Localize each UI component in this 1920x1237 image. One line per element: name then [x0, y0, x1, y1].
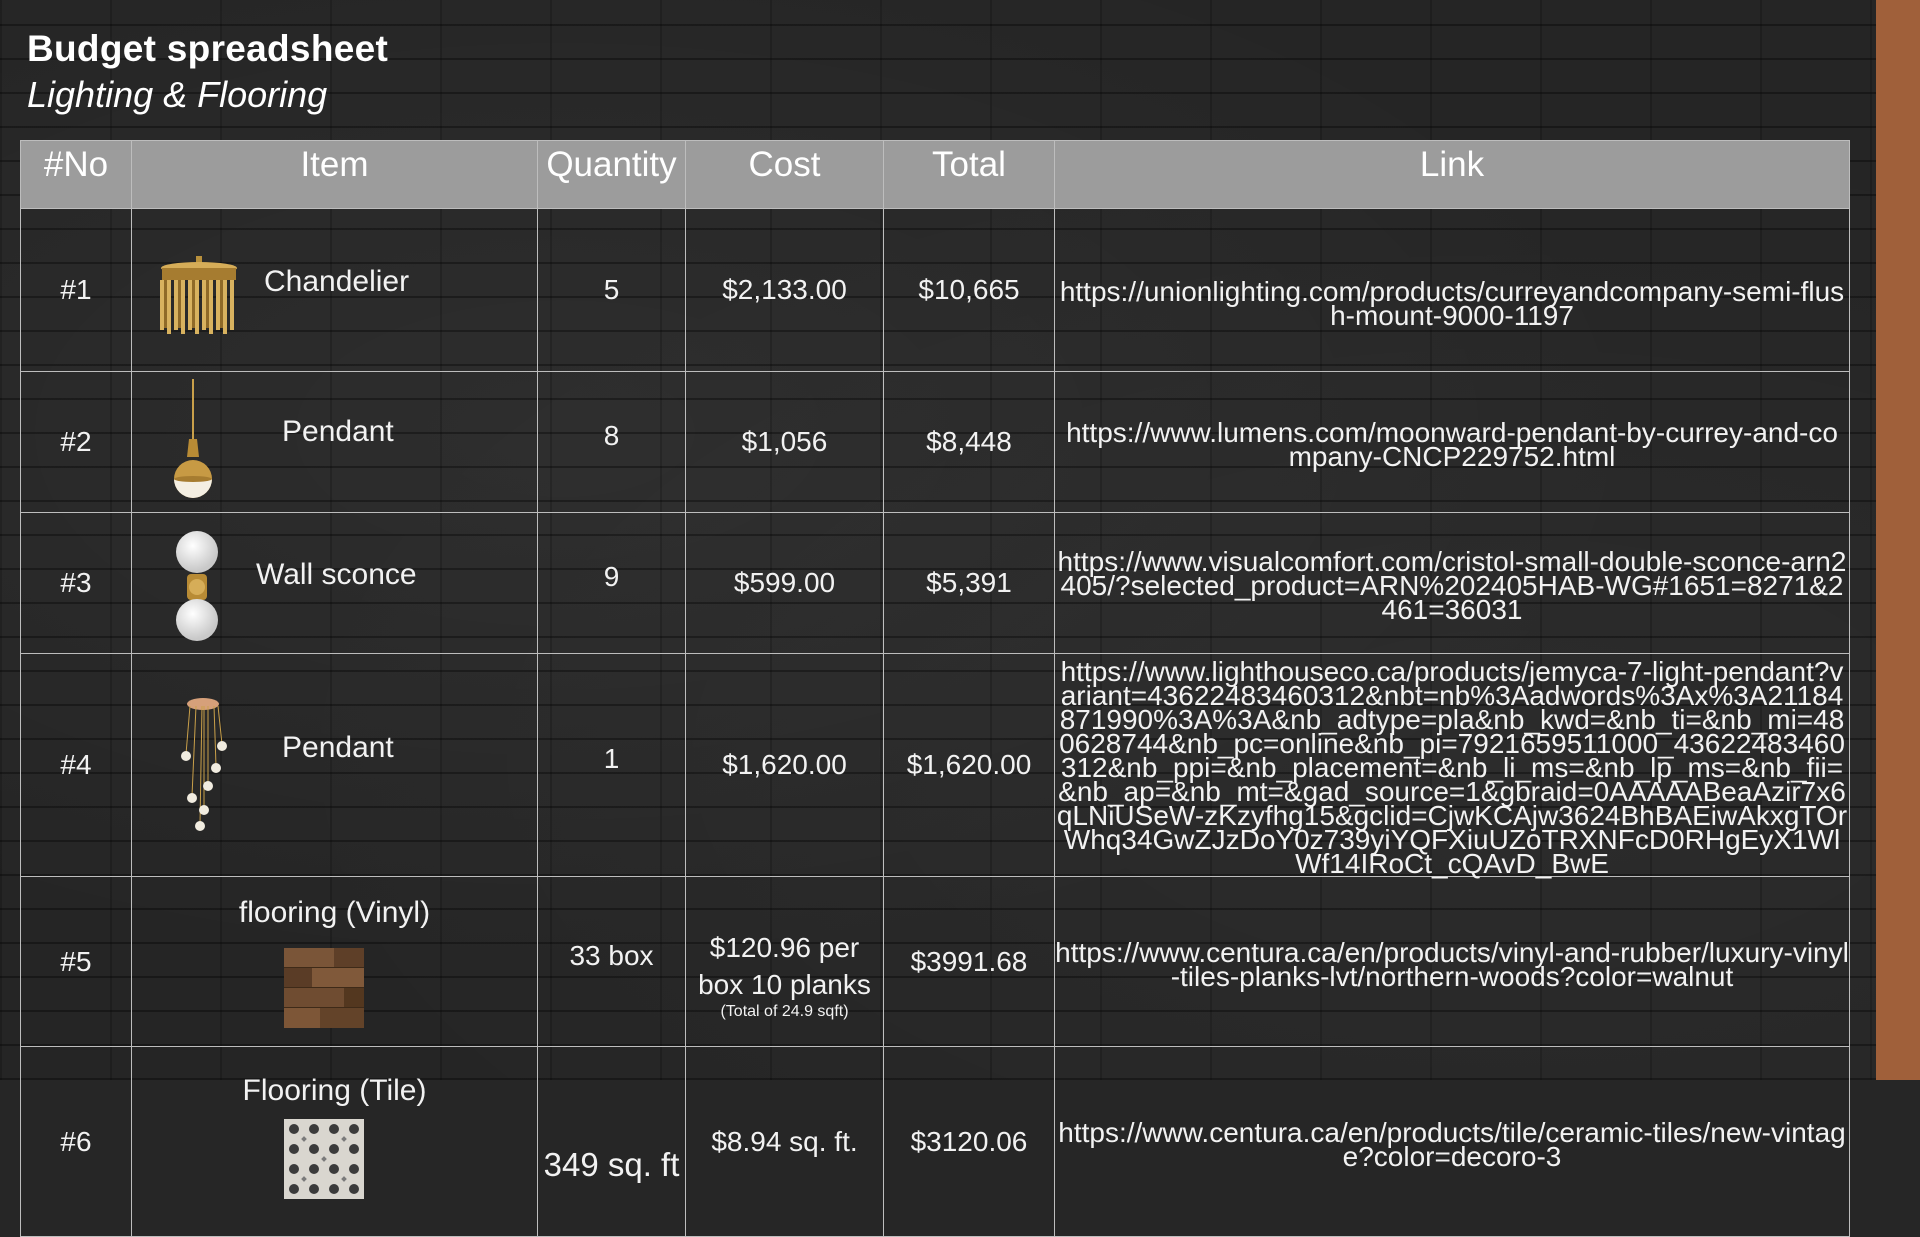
cost-cell[interactable]: $2,133.00 [686, 209, 884, 372]
row-number[interactable]: #2 [21, 372, 132, 513]
quantity-value: 1 [603, 743, 620, 774]
quantity-cell[interactable]: 5 [538, 209, 686, 372]
link-cell[interactable]: https://www.visualcomfort.com/cristol-small-double-sconce-arn2405/?selected_product=ARN%202405HAB-WG#1651=8271&2461=36031 [1055, 513, 1850, 654]
column-header-cost[interactable]: Cost [686, 141, 884, 209]
page-title: Budget spreadsheet [27, 28, 389, 69]
quantity-cell[interactable] [538, 372, 686, 513]
item-name: Pendant [282, 415, 394, 448]
column-header-link[interactable]: Link [1055, 141, 1850, 209]
item-cell[interactable] [132, 1047, 538, 1237]
table-row [21, 877, 1850, 1047]
quantity-cell[interactable] [538, 1047, 686, 1237]
cost-cell[interactable]: $8.94 sq. ft. [686, 1047, 884, 1237]
total-cell[interactable]: $3120.06 [884, 1047, 1055, 1237]
total-cell[interactable]: $10,665 [884, 209, 1055, 372]
patterned-tile-image [284, 1119, 364, 1199]
vinyl-plank-image [284, 948, 364, 1028]
item-name: Pendant [282, 731, 394, 764]
quantity-value: 349 sq. ft [543, 1145, 680, 1183]
item-cell[interactable] [132, 654, 538, 877]
table-row [21, 209, 1850, 372]
link-cell[interactable]: https://www.centura.ca/en/products/tile/ceramic-tiles/new-vintage?color=decoro-3 [1055, 1047, 1850, 1237]
row-number[interactable]: #4 [21, 654, 132, 877]
cost-cell[interactable] [686, 877, 884, 1047]
item-name: flooring (Vinyl) [238, 896, 431, 929]
cost-value: $120.96 per box 10 planks [698, 931, 871, 1000]
quantity-value: 9 [603, 561, 620, 592]
table-row [21, 1047, 1850, 1237]
item-name: Flooring (Tile) [242, 1074, 427, 1107]
quantity-value: 8 [603, 420, 620, 451]
item-cell[interactable] [132, 513, 538, 654]
column-header-no[interactable]: #No [21, 141, 132, 209]
quantity-value: 33 box [569, 939, 654, 971]
page-subtitle: Lighting & Flooring [27, 74, 328, 115]
column-header-total[interactable]: Total [884, 141, 1055, 209]
link-cell[interactable]: https://www.lighthouseco.ca/products/jemyca-7-light-pendant?variant=43622483460312&nbt=nb%3Aadwords%3Ax%3A21184871990%3A%3A&nb_adtype=pla&nb_kwd=&nb_ti=&nb_mi=480628744&nb_pc=online&nb_pi=7921659511000_43622483460312&nb_ppi=&nb_placement=&nb_li_ms=&nb_lp_ms=&nb_fii=&nb_ap=&nb_mt=&gad_source=1&gbraid=0AAAAABeaAzir7x6qLNiUSeW-zKzyfhg15&gclid=CjwKCAjw3624BhBAEiwAkxgTOrWhq34GwZJzDoY0z739yiYQFXiuUZoTRXNFcD0RHgEyX1WlWf14IRoCt_cQAvD_BwE [1055, 654, 1850, 877]
item-cell[interactable] [132, 877, 538, 1047]
row-number[interactable]: #5 [21, 877, 132, 1047]
item-name: Wall sconce [256, 558, 417, 591]
chandelier-image [154, 256, 244, 336]
item-cell[interactable] [132, 372, 538, 513]
title-block [27, 26, 388, 118]
accent-bar [1876, 0, 1920, 1080]
cluster-pendant-image [178, 696, 228, 836]
column-header-quantity[interactable]: Quantity [538, 141, 686, 209]
pendant-image [170, 379, 220, 505]
link-cell[interactable]: https://unionlighting.com/products/curreyandcompany-semi-flush-mount-9000-1197 [1055, 209, 1850, 372]
total-cell[interactable]: $5,391 [884, 513, 1055, 654]
total-cell[interactable]: $3991.68 [884, 877, 1055, 1047]
row-number[interactable]: #3 [21, 513, 132, 654]
cost-cell[interactable]: $1,620.00 [686, 654, 884, 877]
wall-sconce-image [172, 530, 222, 642]
link-cell[interactable]: https://www.centura.ca/en/products/vinyl-and-rubber/luxury-vinyl-tiles-planks-lvt/northern-woods?color=walnut [1055, 877, 1850, 1047]
quantity-cell[interactable] [538, 654, 686, 877]
row-number[interactable]: #6 [21, 1047, 132, 1237]
table-row [21, 654, 1850, 877]
table-header-row [21, 141, 1850, 209]
quantity-cell[interactable] [538, 877, 686, 1047]
total-cell[interactable]: $8,448 [884, 372, 1055, 513]
budget-table [20, 140, 1850, 1237]
item-cell[interactable] [132, 209, 538, 372]
table-row [21, 372, 1850, 513]
column-header-item[interactable]: Item [132, 141, 538, 209]
table-row [21, 513, 1850, 654]
cost-cell[interactable]: $1,056 [686, 372, 884, 513]
cost-note: (Total of 24.9 sqft) [720, 1002, 849, 1020]
row-number[interactable]: #1 [21, 209, 132, 372]
item-name: Chandelier [264, 265, 410, 298]
cost-cell[interactable]: $599.00 [686, 513, 884, 654]
link-cell[interactable]: https://www.lumens.com/moonward-pendant-by-currey-and-company-CNCP229752.html [1055, 372, 1850, 513]
total-cell[interactable]: $1,620.00 [884, 654, 1055, 877]
quantity-cell[interactable] [538, 513, 686, 654]
